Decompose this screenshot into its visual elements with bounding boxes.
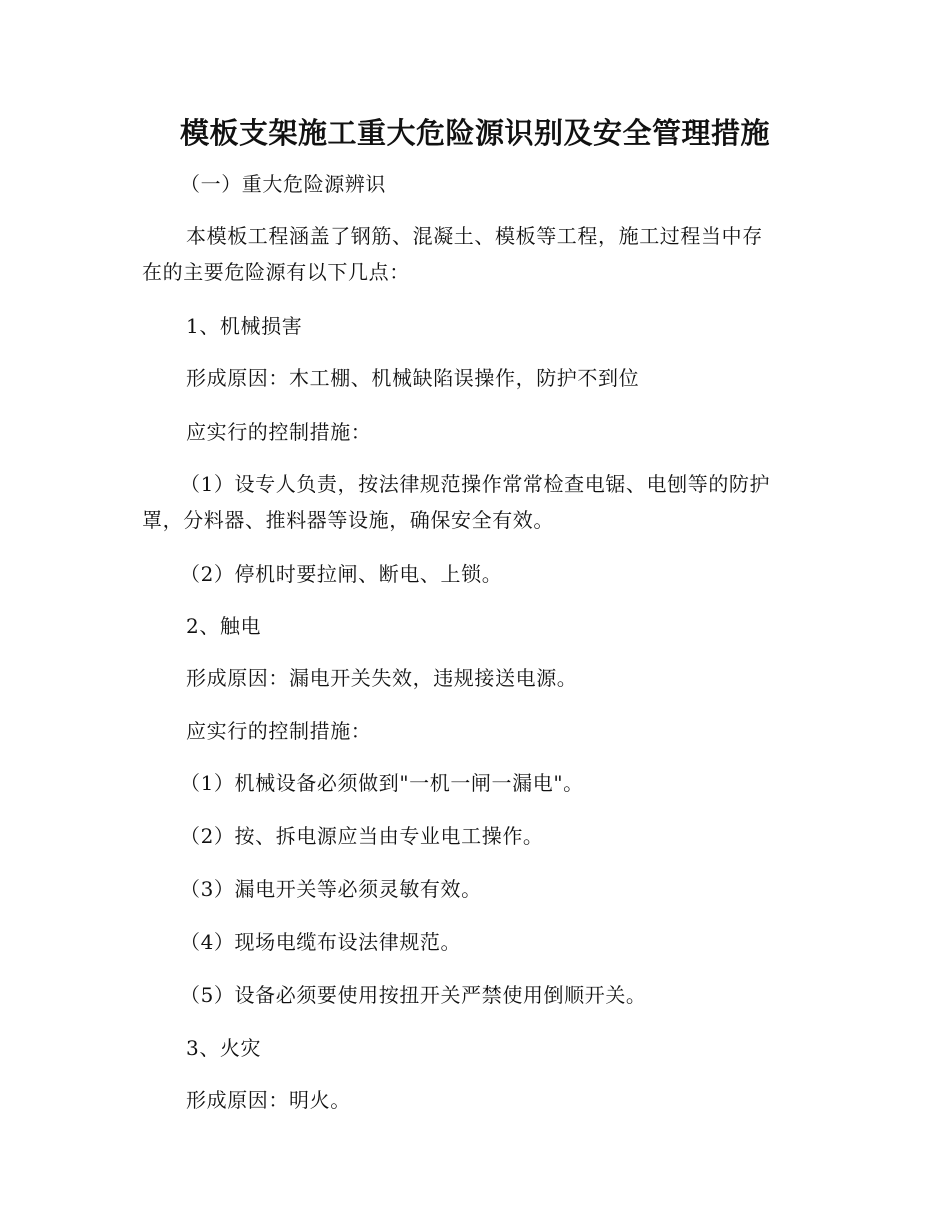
hazard-2-cause: 形成原因：漏电开关失效，违规接送电源。 bbox=[186, 666, 578, 690]
hazard-3-cause: 形成原因：明火。 bbox=[186, 1088, 351, 1112]
hazard-2-heading: 2、触电 bbox=[186, 614, 262, 638]
document-title: 模板支架施工重大危险源识别及安全管理措施 bbox=[179, 116, 770, 150]
hazard-1-heading: 1、机械损害 bbox=[186, 314, 303, 338]
hazard-2-measure-5: （5）设备必须要使用按扭开关严禁使用倒顺开关。 bbox=[180, 983, 647, 1007]
hazard-1-measures-label: 应实行的控制措施： bbox=[186, 420, 372, 444]
hazard-2-measures-label: 应实行的控制措施： bbox=[186, 719, 372, 743]
hazard-2-measure-3: （3）漏电开关等必须灵敏有效。 bbox=[180, 877, 482, 901]
hazard-1-measure-2: （2）停机时要拉闸、断电、上锁。 bbox=[180, 562, 503, 586]
hazard-2-measure-2: （2）按、拆电源应当由专业电工操作。 bbox=[180, 824, 544, 848]
intro-line-2: 在的主要危险源有以下几点： bbox=[142, 260, 410, 284]
intro-line-1: 本模板工程涵盖了钢筋、混凝土、模板等工程，施工过程当中存 bbox=[186, 224, 763, 248]
hazard-1-cause: 形成原因：木工棚、机械缺陷误操作，防护不到位 bbox=[186, 366, 640, 390]
hazard-1-measure-1-line-2: 罩，分料器、推料器等设施，确保安全有效。 bbox=[142, 508, 554, 532]
hazard-1-measure-1-line-1: （1）设专人负责，按法律规范操作常常检查电锯、电刨等的防护 bbox=[180, 472, 771, 496]
hazard-2-measure-4: （4）现场电缆布设法律规范。 bbox=[180, 930, 462, 954]
hazard-3-heading: 3、火灾 bbox=[186, 1036, 262, 1060]
section-heading: （一）重大危险源辨识 bbox=[180, 172, 386, 196]
hazard-2-measure-1: （1）机械设备必须做到"一机一闸一漏电"。 bbox=[180, 771, 584, 795]
